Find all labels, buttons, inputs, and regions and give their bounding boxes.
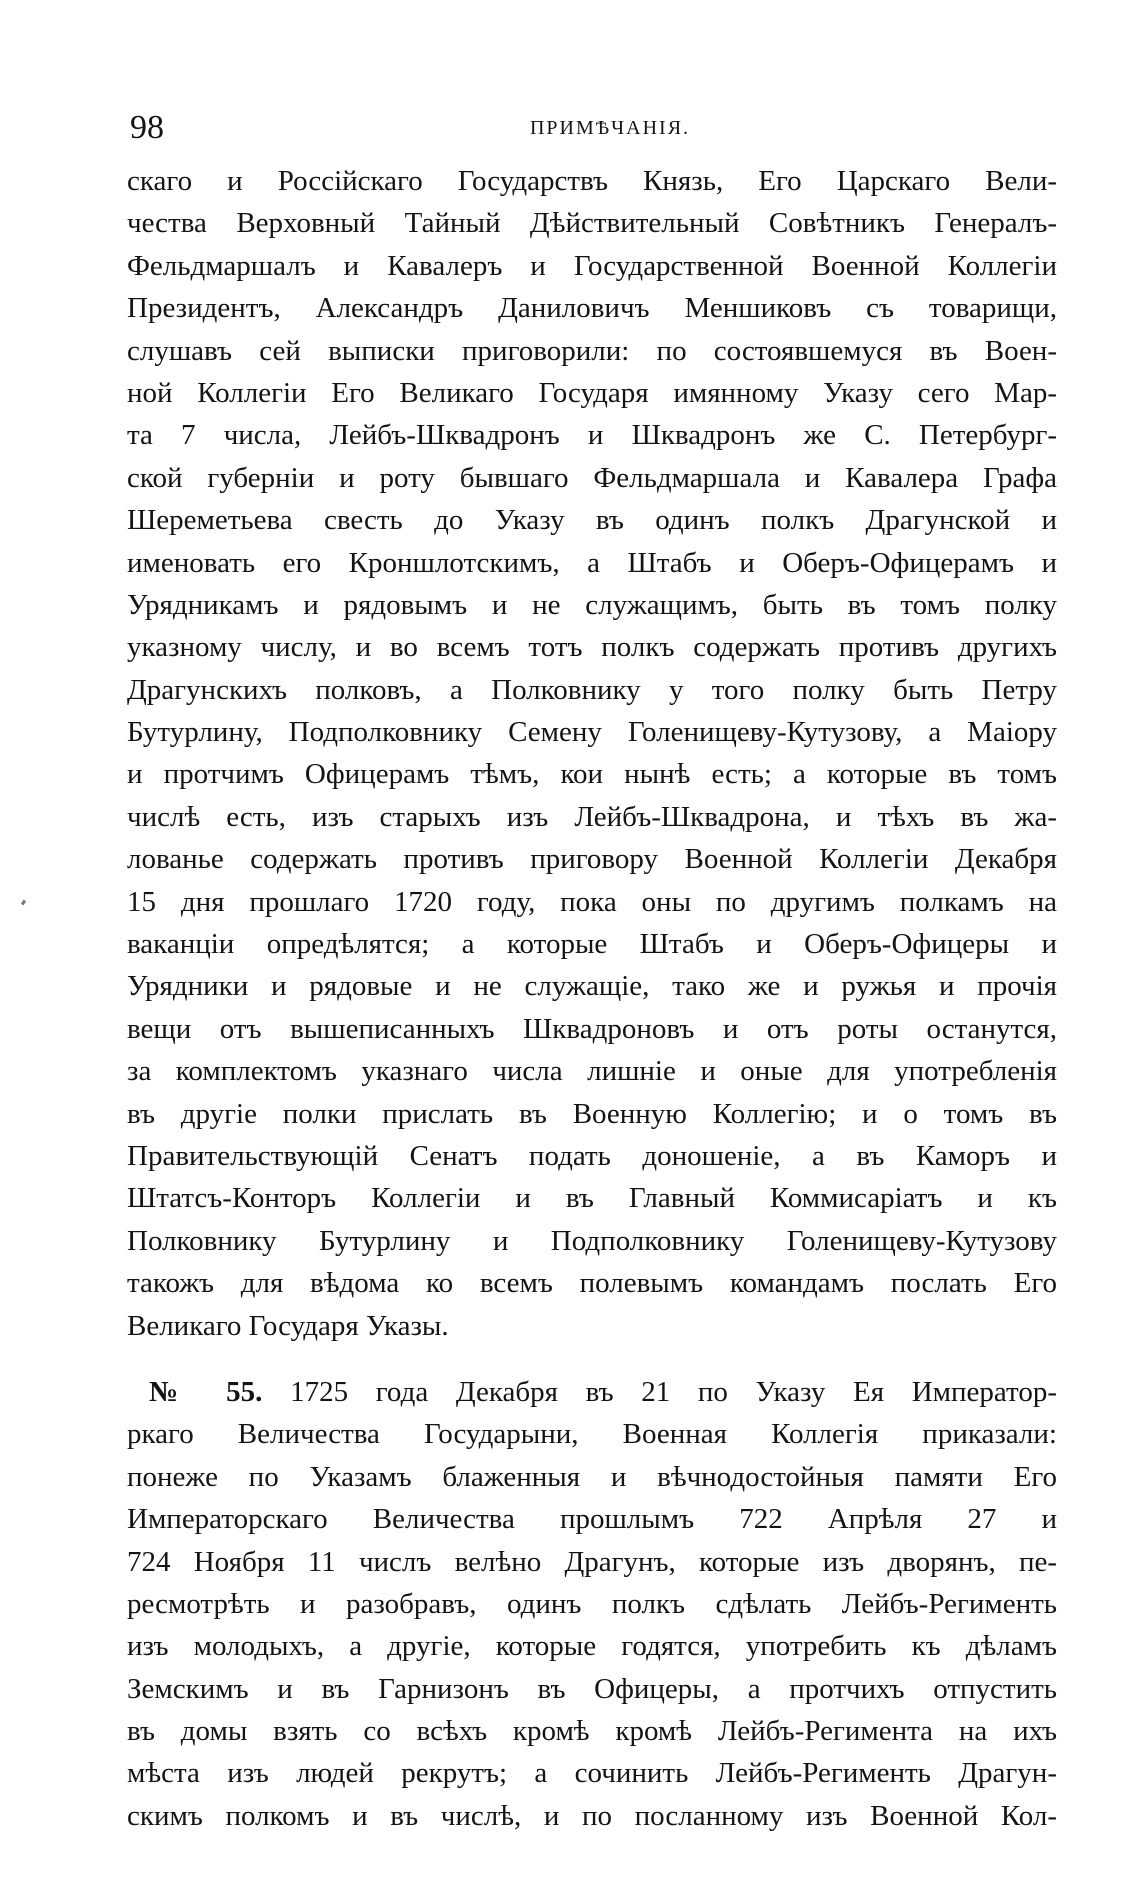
- margin-speck: [21, 900, 26, 906]
- page-header: [130, 104, 1050, 152]
- paragraph-2: [127, 1371, 1057, 1837]
- text-line: Шереметьева свесть до Указу въ одинъ полкъ Драгунской и: [127, 504, 1057, 537]
- text-line: Штатсъ-Конторъ Коллегіи и въ Главный Коммисаріатъ и къ: [127, 1182, 1057, 1215]
- text-line: та 7 числа, Лейбъ-Шквадронъ и Шквадронъ же С. Петербург-: [127, 419, 1057, 452]
- text-line: ской губерніи и роту бывшаго Фельдмаршала и Кавалера Графа: [127, 461, 1057, 494]
- text-line: ресмотрѣть и разобравъ, одинъ полкъ сдѣлать Лейбъ-Регименть: [127, 1587, 1057, 1620]
- text-line: числѣ есть, изъ старыхъ изъ Лейбъ-Шквадрона, и тѣхъ въ жа-: [127, 800, 1057, 833]
- text-line: Великаго Государя Указы.: [127, 1309, 449, 1342]
- text-line: Императорскаго Величества прошлымъ 722 Апрѣля 27 и: [127, 1503, 1057, 1536]
- page-number: 98: [130, 109, 164, 146]
- text-line: лованье содержать противъ приговору Военной Коллегіи Декабря: [127, 843, 1057, 876]
- text-line: Полковнику Бутурлину и Подполковнику Голенищеву-Кутузову: [127, 1224, 1057, 1257]
- text-line: Бутурлину, Подполковнику Семену Голенищеву-Кутузову, а Маіору: [127, 716, 1057, 749]
- paragraph-gap: [127, 1347, 1057, 1371]
- text-line: чества Верховный Тайный Дѣйствительный Совѣтникъ Генералъ-: [127, 207, 1057, 240]
- text-line: слушавъ сей выписки приговорили: по состоявшемуся въ Воен-: [127, 334, 1057, 367]
- text-line-first: [127, 1371, 1057, 1413]
- text-line: Президентъ, Александръ Даниловичъ Меншиковъ съ товарищи,: [127, 292, 1057, 325]
- text-line: Земскимъ и въ Гарнизонъ въ Офицеры, а протчихъ отпустить: [127, 1672, 1057, 1705]
- text-line: мѣста изъ людей рекрутъ; а сочинить Лейбъ-Регименть Драгун-: [127, 1757, 1057, 1790]
- text-line: вещи отъ вышеписанныхъ Шквадроновъ и отъ роты останутся,: [127, 1012, 1057, 1045]
- text-line: указному числу, и во всемъ тотъ полкъ содержать противъ другихъ: [127, 631, 1057, 664]
- text-line: 724 Ноября 11 числъ велѣно Драгунъ, которые изъ дворянъ, пе-: [127, 1545, 1057, 1578]
- text-line: ваканціи опредѣлятся; а которые Штабъ и Оберъ-Офицеры и: [127, 928, 1057, 961]
- text-line: Урядники и рядовые и не служащіе, тако же и ружья и прочія: [127, 970, 1057, 1003]
- text-line: ной Коллегіи Его Великаго Государя имянному Указу сего Мар-: [127, 376, 1057, 409]
- text-line: Фельдмаршалъ и Кавалеръ и Государственной Военной Коллегіи: [127, 249, 1057, 282]
- text-line: Урядникамъ и рядовымъ и не служащимъ, быть въ томъ полку: [127, 588, 1057, 621]
- text-line: ркаго Величества Государыни, Военная Коллегія приказали:: [127, 1418, 1057, 1451]
- text-line: понеже по Указамъ блаженныя и вѣчнодостойныя памяти Его: [127, 1460, 1057, 1493]
- text-line: за комплектомъ указнаго числа лишніе и оные для употребленія: [127, 1055, 1057, 1088]
- paragraph-1: [127, 160, 1057, 1347]
- body-text: [127, 160, 1057, 1837]
- text-line: такожъ для вѣдома ко всемъ полевымъ командамъ послать Его: [127, 1267, 1057, 1300]
- document-number: № 55.: [149, 1375, 263, 1408]
- text-line: изъ молодыхъ, а другіе, которые годятся, употребить къ дѣламъ: [127, 1630, 1057, 1663]
- running-head: ПРИМѢЧАНІЯ.: [529, 117, 691, 139]
- text-line: именовать его Кроншлотскимъ, а Штабъ и Оберъ-Офицерамъ и: [127, 546, 1057, 579]
- text-line: скаго и Россійскаго Государствъ Князь, Его Царскаго Вели-: [127, 165, 1057, 197]
- text-line: скимъ полкомъ и въ числѣ, и по посланному изъ Военной Кол-: [127, 1799, 1057, 1832]
- text-line: Драгунскихъ полковъ, а Полковнику у того полку быть Петру: [127, 673, 1057, 706]
- text-line: въ домы взять со всѣхъ кромѣ кромѣ Лейбъ-Регимента на ихъ: [127, 1715, 1057, 1748]
- text-line: Правительствующій Сенатъ подать доношеніе, а въ Каморъ и: [127, 1139, 1057, 1172]
- text-line: въ другіе полки прислать въ Военную Коллегію; и о томъ въ: [127, 1097, 1057, 1130]
- text-line: 15 дня прошлаго 1720 году, пока оны по другимъ полкамъ на: [127, 885, 1057, 918]
- text-line: и протчимъ Офицерамъ тѣмъ, кои нынѣ есть; а которые въ томъ: [127, 758, 1057, 791]
- text-line-rest: 1725 года Декабря въ 21 по Указу Ея Император-: [290, 1375, 1057, 1408]
